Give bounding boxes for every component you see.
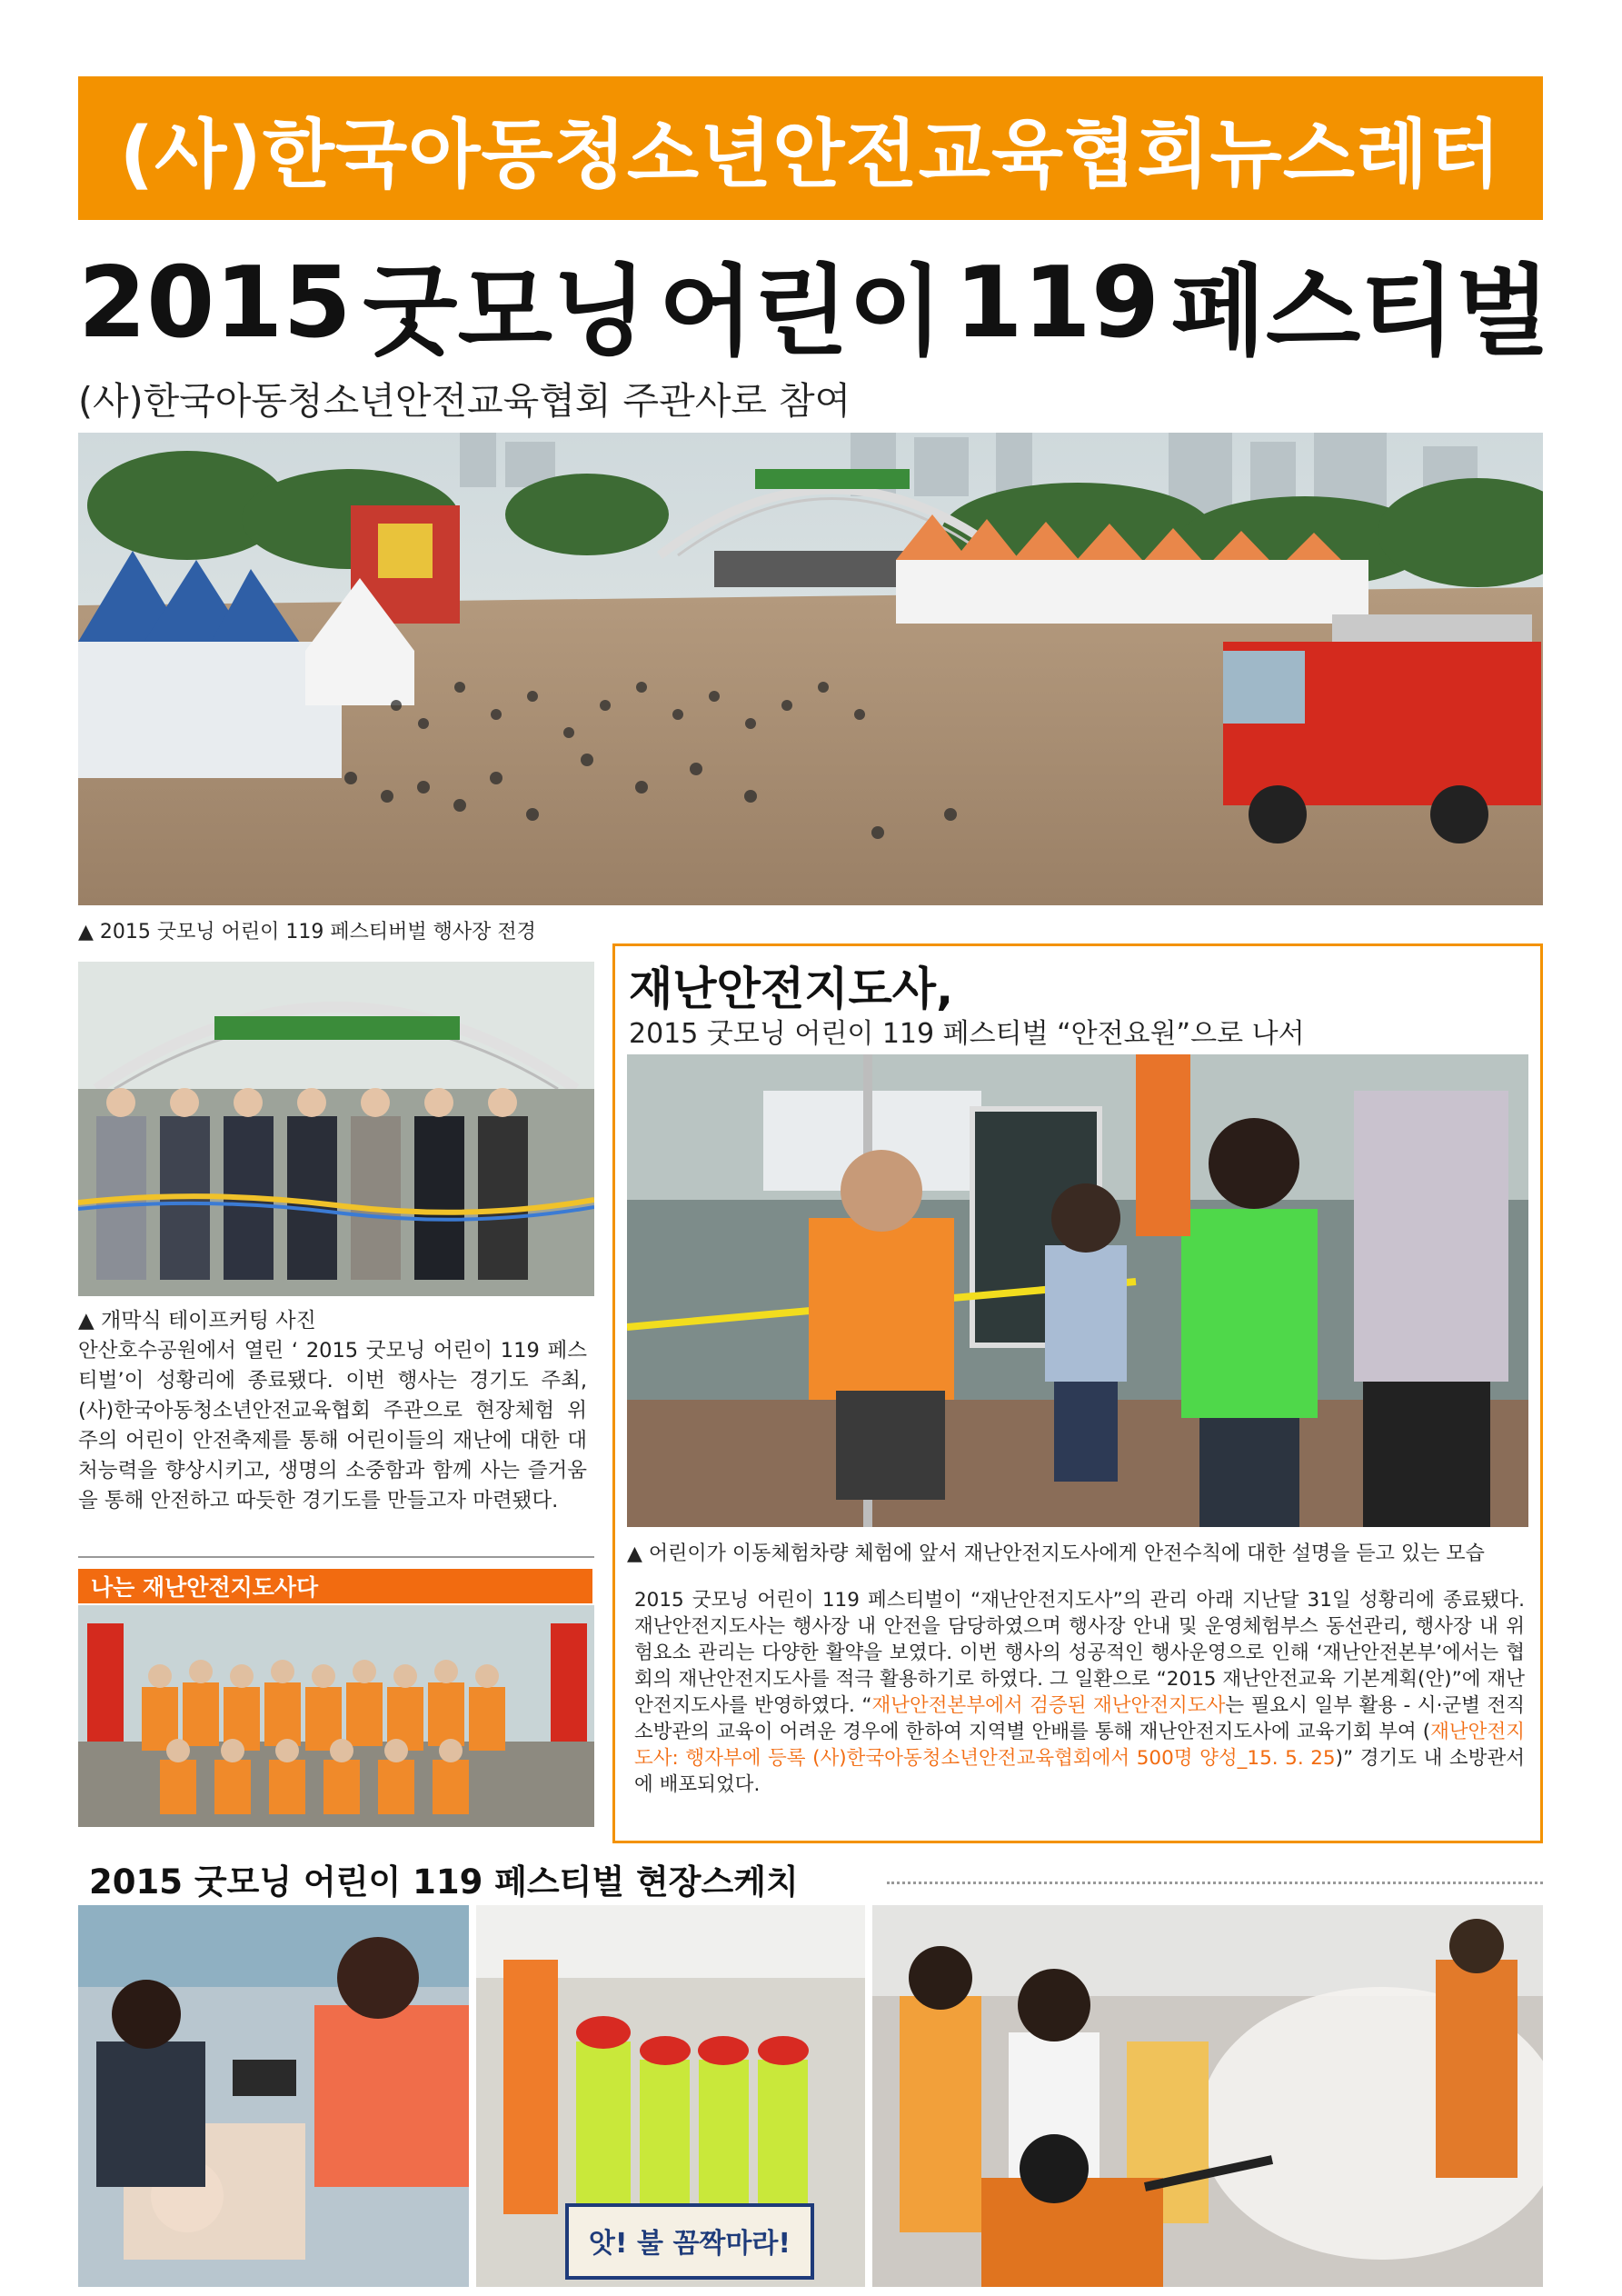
box-article-highlight2: 재난안전지도사: 행자부에 등록 (사)한국아동청소년안전교육협회에서 500명 양성_15. 5. 25 xyxy=(634,1721,1525,1770)
sketch-photo-extinguisher xyxy=(872,1905,1543,2287)
left-article-text: 안산호수공원에서 열린 ‘ 2015 굿모닝 어린이 119 페스티벌’이 성황리에 종료됐다. 이번 행사는 경기도 주최, (사)한국아동청소년안전교육협회 주관으로 현장체험 위주의 어린이 안전축제를 통해 어린이들의 재난에 대한 대처능력을 향상시키고, 생명의 소중함과 함께 사는 즐거움을 통해 안전하고 따듯한 경기도를 만들고자 마련됐다. xyxy=(78,1339,587,1512)
box-article-part3: )” 경기도 내 소방관서에 배포되었다. xyxy=(634,1747,1525,1796)
box-article-highlight1: 재난안전본부에서 검증된 재난안전지도사 xyxy=(871,1694,1226,1717)
main-festival-photo xyxy=(78,433,1543,905)
extinguisher-practice-illustration xyxy=(872,1905,1543,2287)
newsletter-banner xyxy=(78,76,1543,220)
headline xyxy=(78,244,1550,369)
sketch-title-dotted-rule xyxy=(887,1882,1543,1884)
festival-scene-illustration xyxy=(78,433,1543,905)
cpr-training-illustration xyxy=(78,1905,469,2287)
ceremony-caption: ▲ 개막식 테이프커팅 사진 xyxy=(78,1309,316,1333)
box-article-part1: 2015 굿모닝 어린이 119 페스티벌이 “재난안전지도사”의 관리 아래 지난달 31일 성황리에 종료됐다. 재난안전지도사는 행사장 내 안전을 담당하였으며 행사장 안내 및 운영체험부스 동선관리, 행사장 내 위험요소 관리는 다양한 활약을 보였다. 이번 행사의 성공적인 행사운영으로 인해 ‘재난안전본부’에서는 협회의 재난안전지도사를 적극 활용하기로 하였다. 그 일환으로 “2015 재난안전교육 기본계획(안)”에 재난안전지도사를 반영하였다. “ xyxy=(634,1589,1525,1717)
box-subtitle: 2015 굿모닝 어린이 119 페스티벌 “안전요원”으로 나서 xyxy=(629,1018,1305,1050)
fire-safety-sign-text: 앗! 불 꼼짝마라! xyxy=(588,2228,791,2260)
headline-word: 페스티벌 xyxy=(1170,255,1550,369)
sketch-photo-cpr xyxy=(78,1905,469,2287)
headline-word: 굿모닝 xyxy=(363,255,648,369)
group-photo-illustration xyxy=(78,1605,594,1827)
newsletter-title: (사)한국아동청소년안전교육협회뉴스레터 xyxy=(119,111,1502,198)
instructor-photo-caption: ▲ 어린이가 이동체험차량 체험에 앞서 재난안전지도사에게 안전수칙에 대한 설명을 듣고 있는 모습 xyxy=(627,1542,1485,1565)
tape-cutting-illustration xyxy=(78,962,594,1296)
sketch-photo-firefighter-kids xyxy=(476,1905,865,2287)
main-photo-caption: ▲ 2015 굿모닝 어린이 119 페스티버벌 행사장 전경 xyxy=(78,921,536,943)
ceremony-photo xyxy=(78,962,594,1296)
sidebar-title: 나는 재난안전지도사다 xyxy=(91,1574,319,1601)
subheadline: (사)한국아동청소년안전교육협회 주관사로 참여 xyxy=(78,379,851,423)
headline-word: 119 xyxy=(954,245,1159,360)
box-title: 재난안전지도사, xyxy=(629,963,954,1015)
sidebar-title-bar xyxy=(78,1569,592,1603)
headline-word: 어린이 xyxy=(658,255,943,369)
box-article-part2: 는 필요시 일부 활용 - 시·군별 전직 소방관의 교육이 어려운 경우에 한하여 지역별 안배를 통해 재난안전지도사에 교육기회 부여 ( xyxy=(634,1694,1525,1743)
headline-word: 2015 xyxy=(78,245,352,360)
sketch-section-title: 2015 굿모닝 어린이 119 페스티벌 현장스케치 xyxy=(89,1862,799,1902)
instructor-scene-illustration xyxy=(627,1054,1528,1527)
instructor-child-photo xyxy=(627,1054,1528,1527)
kids-firefighter-illustration xyxy=(476,1905,865,2287)
box-article-text xyxy=(634,1587,1525,1798)
divider xyxy=(78,1556,594,1558)
instructors-group-photo xyxy=(78,1605,594,1827)
